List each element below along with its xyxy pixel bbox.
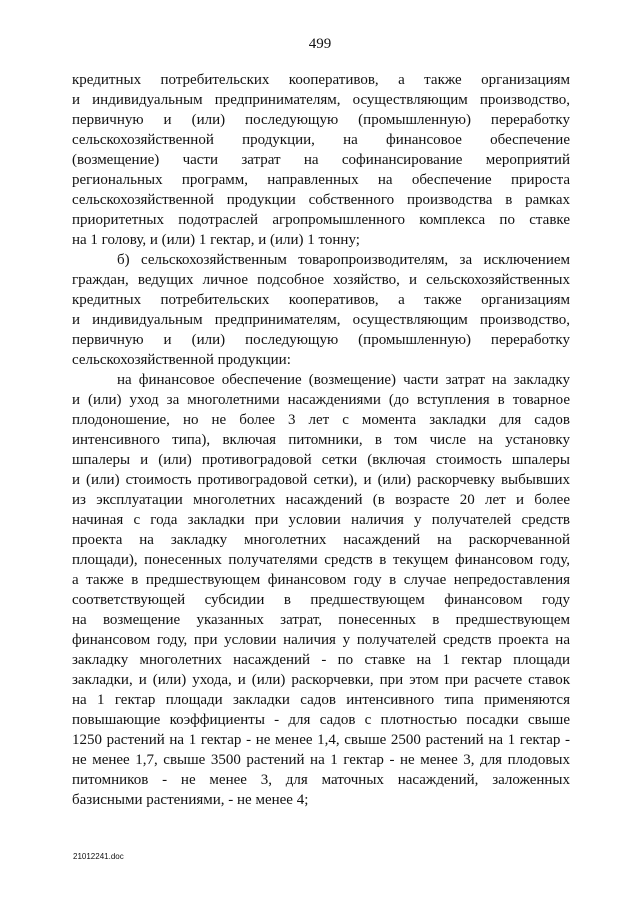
document-body bbox=[72, 70, 570, 810]
text-line: закладку многолетних насаждений - по ставке на 1 гектар площади bbox=[72, 652, 570, 668]
document-filename: 21012241.doc bbox=[73, 852, 124, 861]
text-line: плодоношение, но не более 3 лет с момента закладки для садов bbox=[72, 412, 570, 428]
text-line: закладки, и (или) ухода, и (или) раскорчевки, при этом при расчете ставок bbox=[72, 672, 570, 688]
text-line: базисными растениями, - не менее 4; bbox=[72, 792, 309, 808]
text-line: шпалеры и (или) противоградовой сетки (включая стоимость шпалеры bbox=[72, 452, 570, 468]
text-line: начиная с года закладки при условии наличия у получателей средств bbox=[72, 512, 570, 528]
text-line: повышающие коэффициенты - для садов с плотностью посадки свыше bbox=[72, 712, 570, 728]
text-line: питомников - не менее 3, для маточных насаждений, заложенных bbox=[72, 772, 570, 788]
text-line: и индивидуальным предпринимателям, осуществляющим производство, bbox=[72, 92, 570, 108]
text-line: и индивидуальным предпринимателям, осуществляющим производство, bbox=[72, 312, 570, 328]
text-line: первичную и (или) последующую (промышленную) переработку bbox=[72, 112, 570, 128]
text-line: на 1 голову, и (или) 1 гектар, и (или) 1 тонну; bbox=[72, 232, 360, 248]
text-line: кредитных потребительских кооперативов, а также организациям bbox=[72, 72, 570, 88]
paragraph-b bbox=[72, 250, 570, 370]
text-line: и (или) уход за многолетними насаждениями (до вступления в товарное bbox=[72, 392, 570, 408]
page-number: 499 bbox=[308, 36, 332, 52]
text-line: и (или) стоимость противоградовой сетки), и (или) раскорчевку выбывших bbox=[72, 472, 570, 488]
text-line: кредитных потребительских кооперативов, а также организациям bbox=[72, 292, 570, 308]
text-line: на финансовое обеспечение (возмещение) части затрат на закладку bbox=[117, 372, 570, 388]
paragraph-continuation bbox=[72, 70, 570, 250]
paragraph-financing bbox=[72, 370, 570, 810]
text-line: соответствующей субсидии в предшествующем финансовом году bbox=[72, 592, 570, 608]
text-line: (возмещение) части затрат на софинансирование мероприятий bbox=[72, 152, 570, 168]
text-line: из эксплуатации многолетних насаждений (в возрасте 20 лет и более bbox=[72, 492, 570, 508]
text-line: площади), понесенных получателями средств в текущем финансовом году, bbox=[72, 552, 570, 568]
text-line: финансовом году, при условии наличия у получателей средств проекта на bbox=[72, 632, 570, 648]
text-line: на 1 гектар площади закладки садов интенсивного типа применяются bbox=[72, 692, 570, 708]
text-line: интенсивного типа), включая питомники, в том числе на установку bbox=[72, 432, 570, 448]
text-line: граждан, ведущих личное подсобное хозяйство, и сельскохозяйственных bbox=[72, 272, 570, 288]
text-line: проекта на закладку многолетних насаждений на раскорчеванной bbox=[72, 532, 570, 548]
text-line: 1250 растений на 1 гектар - не менее 1,4, свыше 2500 растений на 1 гектар - bbox=[72, 732, 570, 748]
text-line: приоритетных подотраслей агропромышленного комплекса по ставке bbox=[72, 212, 570, 228]
text-line: региональных программ, направленных на обеспечение прироста bbox=[72, 172, 570, 188]
text-line: сельскохозяйственной продукции, на финансовое обеспечение bbox=[72, 132, 570, 148]
text-line: не менее 1,7, свыше 3500 растений на 1 гектар - не менее 3, для плодовых bbox=[72, 752, 570, 768]
text-line: первичную и (или) последующую (промышленную) переработку bbox=[72, 332, 570, 348]
text-line: а также в предшествующем финансовом году в случае непредоставления bbox=[72, 572, 570, 588]
text-line: б) сельскохозяйственным товаропроизводителям, за исключением bbox=[117, 252, 570, 268]
text-line: сельскохозяйственной продукции: bbox=[72, 352, 291, 368]
text-line: сельскохозяйственной продукции собственного производства в рамках bbox=[72, 192, 570, 208]
text-line: на возмещение указанных затрат, понесенных в предшествующем bbox=[72, 612, 570, 628]
